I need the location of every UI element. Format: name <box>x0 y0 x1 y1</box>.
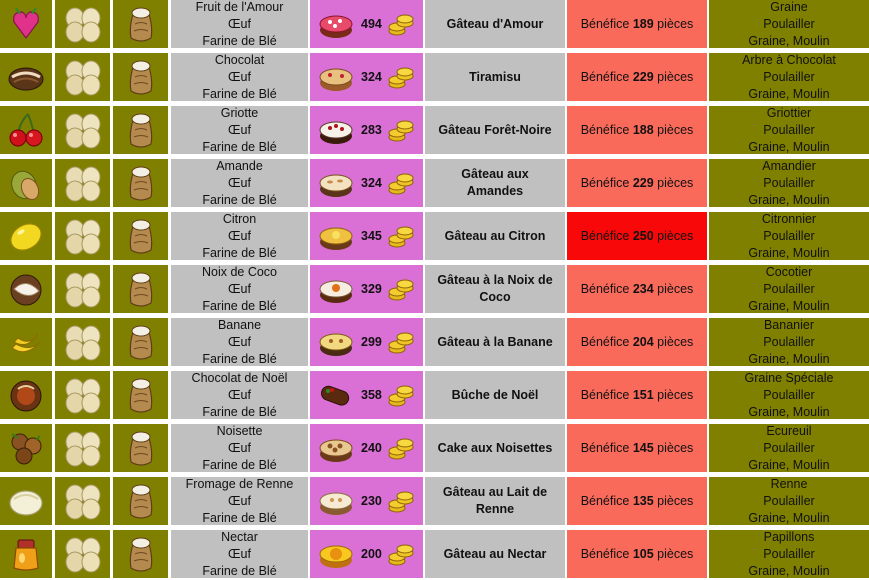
benefit-label: Bénéfice <box>580 387 630 402</box>
benefit-cell <box>567 0 707 48</box>
benefit-cell <box>567 424 707 472</box>
benefit-unit: pièces <box>657 122 694 137</box>
table-row <box>0 106 869 154</box>
benefit-label: Bénéfice <box>580 175 630 190</box>
lemon-cake-icon <box>318 220 354 252</box>
source-list <box>709 318 869 366</box>
black-forest-cake-icon <box>318 114 354 146</box>
source-fruit: Renne <box>770 476 808 491</box>
source-fruit: Graine Spéciale <box>744 370 834 385</box>
cake-name: Gâteau Forêt-Noire <box>425 106 565 154</box>
benefit-value: 204 <box>632 334 654 349</box>
banana-icon <box>0 318 52 366</box>
benefit-cell <box>567 371 707 419</box>
cake-price: 283 <box>361 122 382 137</box>
coconut-icon <box>0 265 52 313</box>
source-flour: Graine, Moulin <box>748 510 830 525</box>
coins-icon <box>387 329 415 355</box>
ingredient-flour: Farine de Blé <box>202 563 277 578</box>
source-flour: Graine, Moulin <box>748 351 830 366</box>
almond-cake-icon <box>318 167 354 199</box>
benefit-unit: pièces <box>657 16 694 31</box>
benefit-unit: pièces <box>657 175 694 190</box>
source-fruit: Papillons <box>763 529 815 544</box>
yule-log-icon <box>318 379 354 411</box>
ingredient-fruit: Noisette <box>216 423 263 438</box>
source-flour: Graine, Moulin <box>748 245 830 260</box>
ingredient-list <box>171 477 308 525</box>
coins-icon <box>387 541 415 567</box>
ingredient-fruit: Noix de Coco <box>201 264 278 279</box>
cake-price: 230 <box>361 493 382 508</box>
source-egg: Poulailler <box>763 387 815 402</box>
ingredient-flour: Farine de Blé <box>202 245 277 260</box>
benefit-label: Bénéfice <box>580 546 630 561</box>
source-fruit: Graine <box>770 0 808 14</box>
flour-sack-icon <box>113 53 168 101</box>
source-list <box>709 477 869 525</box>
benefit-cell <box>567 318 707 366</box>
cake-price: 329 <box>361 281 382 296</box>
eggs-icon <box>55 424 110 472</box>
ingredient-list <box>171 530 308 578</box>
source-list <box>709 530 869 578</box>
source-flour: Graine, Moulin <box>748 192 830 207</box>
benefit-label: Bénéfice <box>580 16 630 31</box>
ingredient-flour: Farine de Blé <box>202 139 277 154</box>
source-flour: Graine, Moulin <box>748 33 830 48</box>
coins-icon <box>387 117 415 143</box>
ingredient-egg: Œuf <box>228 387 251 402</box>
ingredient-egg: Œuf <box>228 122 251 137</box>
nectar-icon <box>0 530 52 578</box>
ingredient-flour: Farine de Blé <box>202 86 277 101</box>
flour-sack-icon <box>113 530 168 578</box>
benefit-value: 234 <box>632 281 654 296</box>
cake-price: 494 <box>361 16 382 31</box>
cake-price-cell <box>310 106 423 154</box>
source-egg: Poulailler <box>763 69 815 84</box>
table-row <box>0 424 869 472</box>
benefit-label: Bénéfice <box>580 69 630 84</box>
flour-sack-icon <box>113 212 168 260</box>
table-row <box>0 371 869 419</box>
eggs-icon <box>55 53 110 101</box>
flour-sack-icon <box>113 477 168 525</box>
benefit-unit: pièces <box>657 281 694 296</box>
benefit-value: 250 <box>632 228 654 243</box>
eggs-icon <box>55 106 110 154</box>
cake-price: 358 <box>361 387 382 402</box>
coins-icon <box>387 64 415 90</box>
source-fruit: Cocotier <box>765 264 813 279</box>
ingredient-list <box>171 318 308 366</box>
hazelnut-cake-icon <box>318 432 354 464</box>
eggs-icon <box>55 477 110 525</box>
eggs-icon <box>55 159 110 207</box>
eggs-icon <box>55 265 110 313</box>
table-row <box>0 530 869 578</box>
coins-icon <box>387 276 415 302</box>
flour-sack-icon <box>113 159 168 207</box>
cake-price-cell <box>310 530 423 578</box>
benefit-value: 145 <box>632 440 654 455</box>
love-cake-icon <box>318 8 354 40</box>
lemon-icon <box>0 212 52 260</box>
benefit-cell <box>567 477 707 525</box>
cake-name: Bûche de Noël <box>425 371 565 419</box>
benefit-label: Bénéfice <box>580 228 630 243</box>
benefit-unit: pièces <box>657 334 694 349</box>
cake-price: 240 <box>361 440 382 455</box>
ingredient-egg: Œuf <box>228 228 251 243</box>
ingredient-list <box>171 159 308 207</box>
ingredient-fruit: Citron <box>222 211 257 226</box>
cake-price-cell <box>310 212 423 260</box>
ingredient-fruit: Chocolat de Noël <box>191 370 288 385</box>
cake-name: Gâteau à la Noix de Coco <box>425 265 565 313</box>
cake-price-cell <box>310 477 423 525</box>
table-row <box>0 0 869 48</box>
ingredient-egg: Œuf <box>228 69 251 84</box>
benefit-value: 229 <box>632 175 654 190</box>
source-list <box>709 0 869 48</box>
ingredient-fruit: Amande <box>216 158 263 173</box>
ingredient-list <box>171 424 308 472</box>
eggs-icon <box>55 318 110 366</box>
cake-price-cell <box>310 159 423 207</box>
ingredient-egg: Œuf <box>228 175 251 190</box>
ingredient-flour: Farine de Blé <box>202 404 277 419</box>
flour-sack-icon <box>113 265 168 313</box>
benefit-value: 189 <box>632 16 654 31</box>
benefit-label: Bénéfice <box>580 281 630 296</box>
source-fruit: Citronnier <box>761 211 817 226</box>
ingredient-egg: Œuf <box>228 440 251 455</box>
cake-name: Tiramisu <box>425 53 565 101</box>
banana-cake-icon <box>318 326 354 358</box>
source-egg: Poulailler <box>763 546 815 561</box>
reindeer-milk-cake-icon <box>318 485 354 517</box>
ingredient-flour: Farine de Blé <box>202 510 277 525</box>
benefit-unit: pièces <box>657 546 694 561</box>
ingredient-fruit: Griotte <box>220 105 259 120</box>
ingredient-list <box>171 106 308 154</box>
source-flour: Graine, Moulin <box>748 139 830 154</box>
eggs-icon <box>55 530 110 578</box>
flour-sack-icon <box>113 424 168 472</box>
cake-price-cell <box>310 0 423 48</box>
coins-icon <box>387 11 415 37</box>
almond-icon <box>0 159 52 207</box>
ingredient-list <box>171 0 308 48</box>
source-egg: Poulailler <box>763 334 815 349</box>
source-list <box>709 106 869 154</box>
source-flour: Graine, Moulin <box>748 404 830 419</box>
christmas-chocolate-icon <box>0 371 52 419</box>
eggs-icon <box>55 212 110 260</box>
flour-sack-icon <box>113 318 168 366</box>
flour-sack-icon <box>113 0 168 48</box>
flour-sack-icon <box>113 106 168 154</box>
ingredient-fruit: Fruit de l'Amour <box>195 0 284 14</box>
cake-price-cell <box>310 424 423 472</box>
benefit-value: 105 <box>632 546 654 561</box>
benefit-cell <box>567 106 707 154</box>
benefit-cell <box>567 159 707 207</box>
cake-price: 299 <box>361 334 382 349</box>
ingredient-flour: Farine de Blé <box>202 457 277 472</box>
coins-icon <box>387 488 415 514</box>
ingredient-list <box>171 53 308 101</box>
source-flour: Graine, Moulin <box>748 563 830 578</box>
ingredient-egg: Œuf <box>228 16 251 31</box>
tiramisu-icon <box>318 61 354 93</box>
cherry-icon <box>0 106 52 154</box>
ingredient-flour: Farine de Blé <box>202 192 277 207</box>
ingredient-fruit: Fromage de Renne <box>185 476 294 491</box>
source-flour: Graine, Moulin <box>748 298 830 313</box>
source-flour: Graine, Moulin <box>748 457 830 472</box>
cake-name: Cake aux Noisettes <box>425 424 565 472</box>
source-egg: Poulailler <box>763 122 815 137</box>
table-row <box>0 265 869 313</box>
source-list <box>709 371 869 419</box>
ingredient-egg: Œuf <box>228 493 251 508</box>
hazelnut-icon <box>0 424 52 472</box>
source-egg: Poulailler <box>763 228 815 243</box>
ingredient-egg: Œuf <box>228 281 251 296</box>
cake-price: 200 <box>361 546 382 561</box>
ingredient-list <box>171 265 308 313</box>
cake-price: 345 <box>361 228 382 243</box>
cake-name: Gâteau au Nectar <box>425 530 565 578</box>
coins-icon <box>387 382 415 408</box>
source-egg: Poulailler <box>763 281 815 296</box>
table-row <box>0 159 869 207</box>
eggs-icon <box>55 0 110 48</box>
table-row <box>0 53 869 101</box>
benefit-value: 229 <box>632 69 654 84</box>
benefit-unit: pièces <box>657 440 694 455</box>
ingredient-fruit: Nectar <box>221 529 258 544</box>
source-egg: Poulailler <box>763 440 815 455</box>
source-list <box>709 424 869 472</box>
benefit-value: 151 <box>632 387 654 402</box>
ingredient-egg: Œuf <box>228 546 251 561</box>
source-fruit: Bananier <box>763 317 815 332</box>
ingredient-list <box>171 371 308 419</box>
source-egg: Poulailler <box>763 493 815 508</box>
benefit-unit: pièces <box>657 493 694 508</box>
cake-price: 324 <box>361 175 382 190</box>
cake-name: Gâteau aux Amandes <box>425 159 565 207</box>
coconut-cake-icon <box>318 273 354 305</box>
benefit-cell <box>567 265 707 313</box>
ingredient-flour: Farine de Blé <box>202 33 277 48</box>
source-list <box>709 212 869 260</box>
cake-price: 324 <box>361 69 382 84</box>
benefit-unit: pièces <box>657 387 694 402</box>
love-fruit-icon <box>0 0 52 48</box>
ingredient-flour: Farine de Blé <box>202 351 277 366</box>
ingredient-list <box>171 212 308 260</box>
benefit-cell <box>567 530 707 578</box>
source-list <box>709 53 869 101</box>
table-row <box>0 318 869 366</box>
source-fruit: Amandier <box>762 158 816 173</box>
source-list <box>709 159 869 207</box>
ingredient-fruit: Chocolat <box>214 52 265 67</box>
cake-price-cell <box>310 318 423 366</box>
ingredient-egg: Œuf <box>228 334 251 349</box>
cake-price-cell <box>310 53 423 101</box>
ingredient-fruit: Banane <box>217 317 262 332</box>
source-fruit: Ecureuil <box>766 423 812 438</box>
benefit-label: Bénéfice <box>580 440 630 455</box>
benefit-cell <box>567 53 707 101</box>
chocolate-icon <box>0 53 52 101</box>
cake-price-cell <box>310 371 423 419</box>
source-egg: Poulailler <box>763 16 815 31</box>
source-fruit: Griottier <box>766 105 812 120</box>
table-row <box>0 477 869 525</box>
coins-icon <box>387 223 415 249</box>
benefit-label: Bénéfice <box>580 334 630 349</box>
source-fruit: Arbre à Chocolat <box>742 52 836 67</box>
coins-icon <box>387 170 415 196</box>
benefit-unit: pièces <box>657 228 694 243</box>
source-list <box>709 265 869 313</box>
table-row <box>0 212 869 260</box>
ingredient-flour: Farine de Blé <box>202 298 277 313</box>
cake-price-cell <box>310 265 423 313</box>
source-egg: Poulailler <box>763 175 815 190</box>
benefit-value: 188 <box>632 122 654 137</box>
reindeer-cheese-icon <box>0 477 52 525</box>
benefit-label: Bénéfice <box>580 493 630 508</box>
eggs-icon <box>55 371 110 419</box>
flour-sack-icon <box>113 371 168 419</box>
benefit-value: 135 <box>632 493 654 508</box>
nectar-cake-icon <box>318 538 354 570</box>
cake-name: Gâteau au Citron <box>425 212 565 260</box>
benefit-cell <box>567 212 707 260</box>
benefit-unit: pièces <box>657 69 694 84</box>
coins-icon <box>387 435 415 461</box>
benefit-label: Bénéfice <box>580 122 630 137</box>
source-flour: Graine, Moulin <box>748 86 830 101</box>
cake-name: Gâteau d'Amour <box>425 0 565 48</box>
cake-name: Gâteau à la Banane <box>425 318 565 366</box>
cake-name: Gâteau au Lait de Renne <box>425 477 565 525</box>
